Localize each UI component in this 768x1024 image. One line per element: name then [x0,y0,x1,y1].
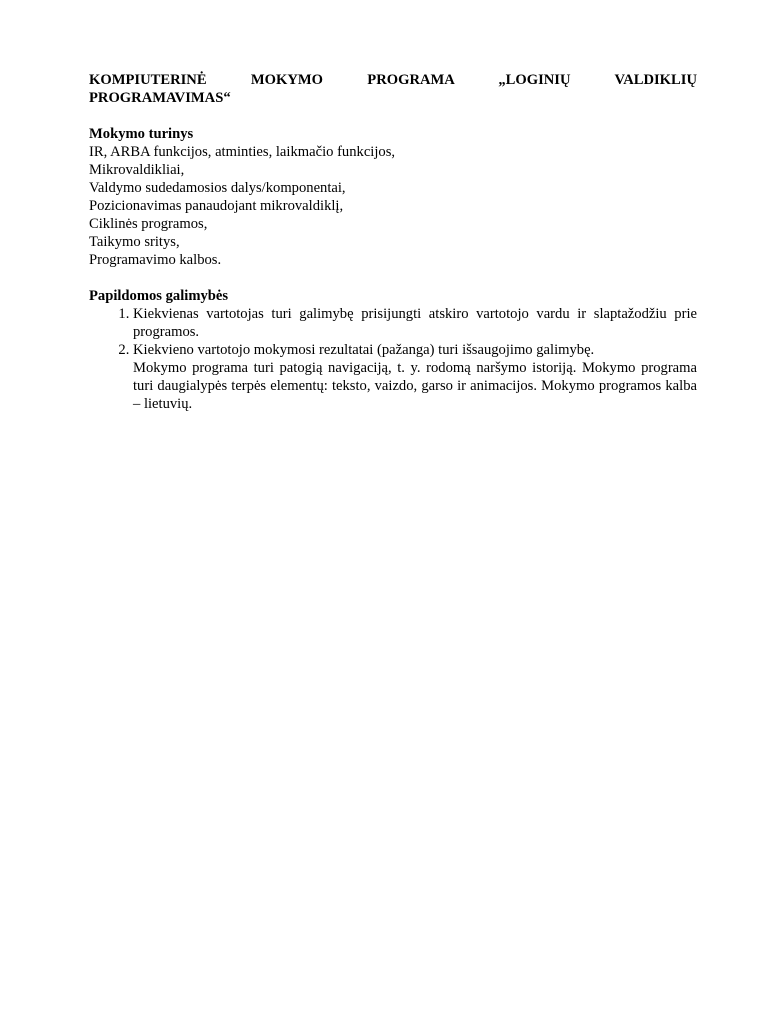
content-list-item: Programavimo kalbos. [89,252,222,268]
features-list-item: 2. Kiekvieno vartotojo mokymosi rezultatai (pažanga) turi išsaugojimo galimybę. [133,341,697,359]
document-title-line-1: KOMPIUTERINĖ MOKYMO PROGRAMA „LOGINIŲ VALDIKLIŲ [89,72,697,88]
content-list-item: Pozicionavimas panaudojant mikrovaldiklį, [89,198,344,214]
content-list [89,143,697,269]
content-list-item: IR, ARBA funkcijos, atminties, laikmačio funkcijos, [89,144,396,160]
content-list-item: Valdymo sudedamosios dalys/komponentai, [89,180,346,196]
content-list-item: Taikymo sritys, [89,234,180,250]
features-list [89,305,697,359]
content-list-item: Mikrovaldikliai, [89,162,185,178]
content-list-item: Ciklinės programos, [89,216,208,232]
features-section-heading: Papildomos galimybės [89,288,229,304]
features-list-item: 1. Kiekvienas vartotojas turi galimybę prisijungti atskiro vartotojo vardu ir slaptažodžiu prie programos. [133,305,697,341]
features-continuation-text: Mokymo programa turi patogią navigaciją, t. y. rodomą naršymo istoriją. Mokymo programa turi daugialypės terpės elementų: teksto, vaizdo, garso ir animacijos. Mokymo programos kalba – lietuvių. [133,360,697,412]
content-section-heading: Mokymo turinys [89,126,194,142]
document-page [89,71,697,413]
document-title-line-2: PROGRAMAVIMAS“ [89,90,231,106]
